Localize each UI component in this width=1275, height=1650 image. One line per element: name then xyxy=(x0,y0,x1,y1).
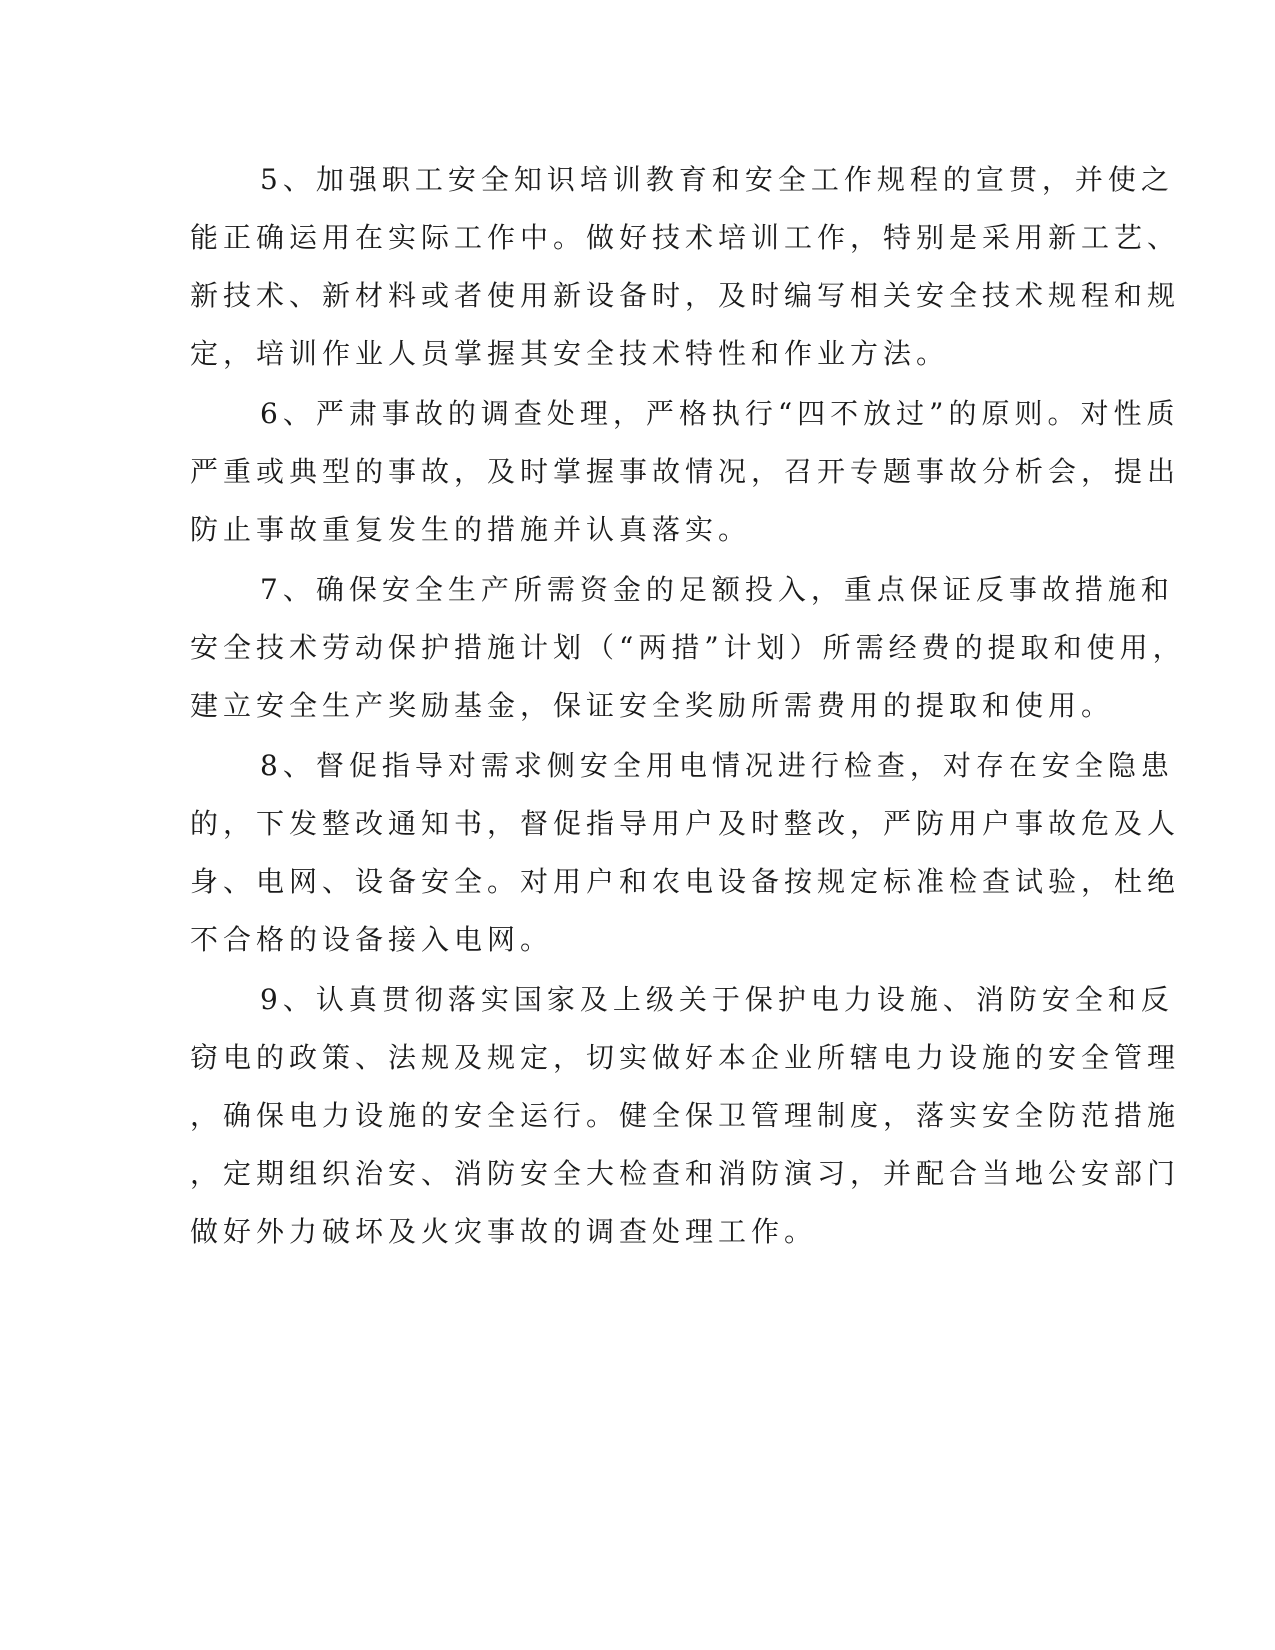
paragraph-line: 的，下发整改通知书，督促指导用户及时整改，严防用户事故危及人 xyxy=(190,807,1181,840)
paragraph-line: 建立安全生产奖励基金，保证安全奖励所需费用的提取和使用。 xyxy=(190,689,1115,722)
paragraph-line: 9、认真贯彻落实国家及上级关于保护电力设施、消防安全和反 xyxy=(260,983,1174,1016)
paragraph-line: 5、加强职工安全知识培训教育和安全工作规程的宣贯，并使之 xyxy=(260,163,1174,196)
paragraph-line: 窃电的政策、法规及规定，切实做好本企业所辖电力设施的安全管理 xyxy=(190,1041,1181,1074)
paragraph-line: 不合格的设备接入电网。 xyxy=(190,923,554,956)
paragraph-line: 新技术、新材料或者使用新设备时，及时编写相关安全技术规程和规 xyxy=(190,279,1181,312)
paragraph-line: 定，培训作业人员掌握其安全技术特性和作业方法。 xyxy=(190,337,950,370)
paragraph-line: 做好外力破坏及火灾事故的调查处理工作。 xyxy=(190,1215,818,1248)
paragraph-line: 身、电网、设备安全。对用户和农电设备按规定标准检查试验，杜绝 xyxy=(190,865,1181,898)
paragraph-line: 6、严肃事故的调查处理，严格执行“四不放过”的原则。对性质 xyxy=(260,397,1180,430)
paragraph-line: 7、确保安全生产所需资金的足额投入，重点保证反事故措施和 xyxy=(260,573,1174,606)
paragraph-line: ，定期组织治安、消防安全大检查和消防演习，并配合当地公安部门 xyxy=(190,1157,1181,1190)
paragraph-line: ，确保电力设施的安全运行。健全保卫管理制度，落实安全防范措施 xyxy=(190,1099,1181,1132)
paragraph-line: 安全技术劳动保护措施计划（“两措”计划）所需经费的提取和使用， xyxy=(190,631,1186,664)
paragraph-line: 能正确运用在实际工作中。做好技术培训工作，特别是采用新工艺、 xyxy=(190,221,1181,254)
paragraph-line: 防止事故重复发生的措施并认真落实。 xyxy=(190,513,752,546)
paragraph-line: 8、督促指导对需求侧安全用电情况进行检查，对存在安全隐患 xyxy=(260,749,1174,782)
paragraph-line: 严重或典型的事故，及时掌握事故情况，召开专题事故分析会，提出 xyxy=(190,455,1181,488)
